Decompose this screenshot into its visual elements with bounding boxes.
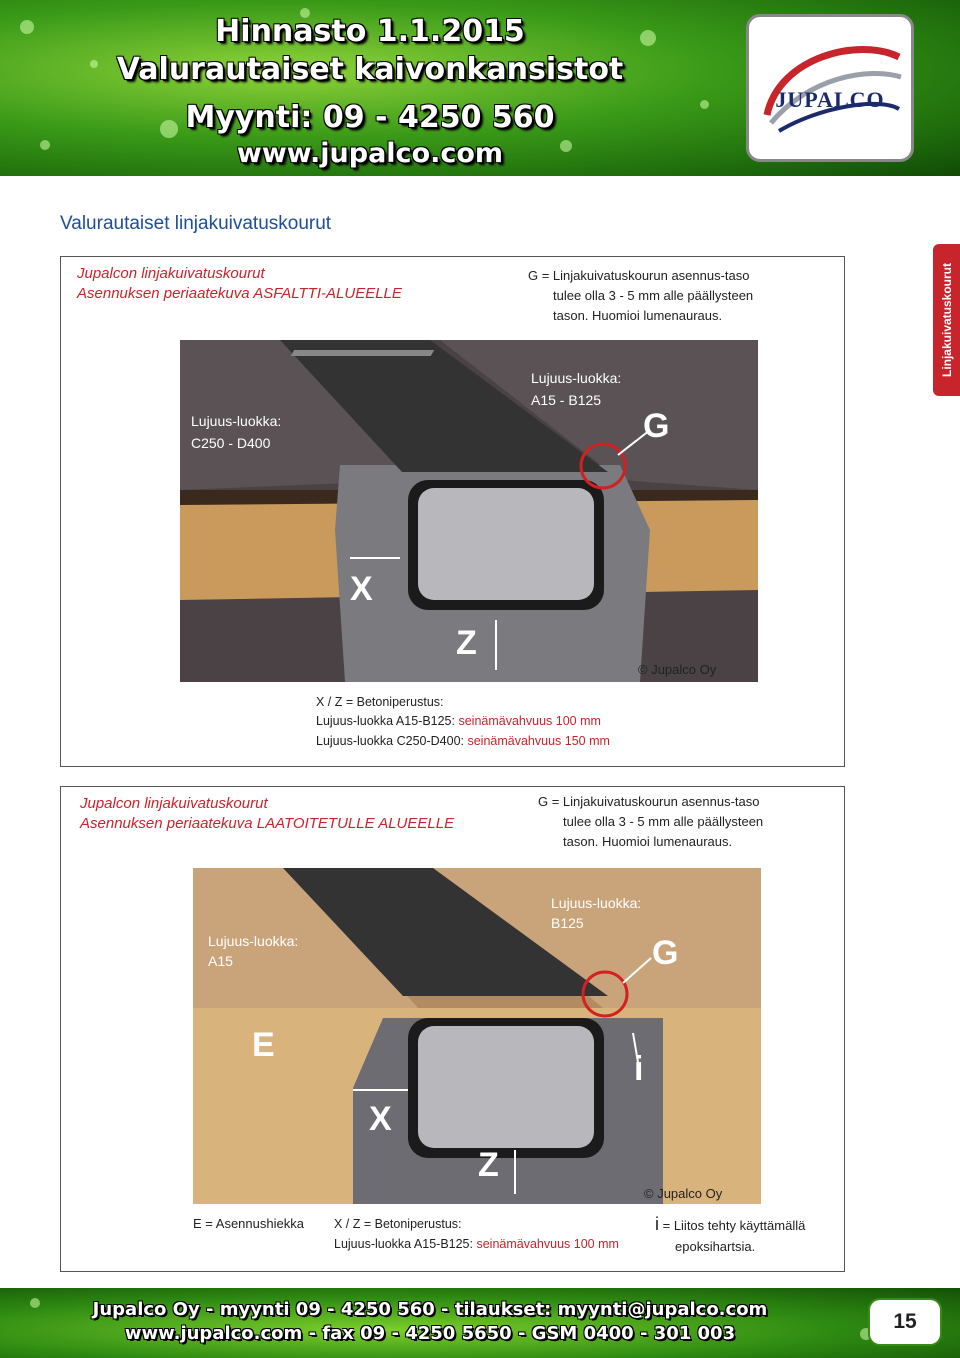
panel2-label-right-1: Lujuus-luokka: [551, 895, 642, 911]
jupalco-logo [746, 14, 914, 162]
panel2-i-note-1: i = Liitos tehty käyttämällä [655, 1214, 806, 1234]
footer-contact-line-2: www.jupalco.com - fax 09 - 4250 5650 - GSM 0400 - 301 003 [124, 1323, 736, 1344]
panel1-label-right-1: Lujuus-luokka: [531, 370, 622, 386]
panel2-spec-a: Lujuus-luokka A15-B125: seinämävahvuus 100 mm [334, 1237, 619, 1251]
panel2-e-note: E = Asennushiekka [193, 1216, 304, 1231]
panel1-spec-a: Lujuus-luokka A15-B125: seinämävahvuus 100 mm [316, 714, 601, 728]
panel1-g-note-1: G = Linjakuivatuskourun asennus-taso [528, 268, 750, 283]
panel1-label-right-2: A15 - B125 [531, 392, 602, 408]
footer-contact-line-1: Jupalco Oy - myynti 09 - 4250 560 - tilaukset: myynti@jupalco.com [92, 1299, 768, 1320]
product-category-title: Valurautaiset kaivonkansistot [116, 52, 624, 87]
page-number: 15 [870, 1300, 940, 1344]
section-title: Valurautaiset linjakuivatuskourut [60, 213, 332, 234]
panel1-letter-g: G [643, 407, 670, 445]
sales-phone: Myynti: 09 - 4250 560 [185, 100, 555, 135]
panel2-letter-e: E [252, 1026, 275, 1064]
panel1-spec-title: X / Z = Betoniperustus: [316, 695, 444, 709]
logo-text: JUPALCO [775, 87, 885, 112]
panel2-letter-g: G [652, 934, 679, 972]
panel1-label-left-1: Lujuus-luokka: [191, 413, 282, 429]
website-url: www.jupalco.com [236, 138, 504, 169]
panel2-label-left-1: Lujuus-luokka: [208, 933, 299, 949]
panel2-label-left-2: A15 [208, 953, 233, 969]
page-footer [0, 1288, 960, 1358]
panel2-spec-title: X / Z = Betoniperustus: [334, 1217, 462, 1231]
panel1-subtitle: Asennuksen periaatekuva ASFALTTI-ALUEELLE [77, 285, 402, 302]
panel1-label-left-2: C250 - D400 [191, 435, 271, 451]
panel1-title: Jupalcon linjakuivatuskourut [77, 265, 265, 282]
panel2-label-right-2: B125 [551, 915, 584, 931]
panel1-letter-z: Z [456, 624, 477, 662]
tiled-cross-section-illustration [193, 868, 761, 1204]
panel2-letter-x: X [369, 1100, 392, 1138]
panel2-g-note-2: tulee olla 3 - 5 mm alle päällysteen [563, 814, 764, 829]
panel1-copyright: © Jupalco Oy [638, 662, 717, 677]
panel2-g-note-1: G = Linjakuivatuskourun asennus-taso [538, 794, 760, 809]
panel1-spec-b: Lujuus-luokka C250-D400: seinämävahvuus 150 mm [316, 734, 610, 748]
side-tab [933, 244, 960, 396]
panel1-letter-x: X [350, 570, 373, 608]
panel2-g-note-3: tason. Huomioi lumenauraus. [563, 834, 733, 849]
panel2-subtitle: Asennuksen periaatekuva LAATOITETULLE ALUEELLE [80, 815, 455, 832]
panel1-g-note-3: tason. Huomioi lumenauraus. [553, 308, 723, 323]
panel2-letter-i: i [634, 1050, 644, 1088]
panel2-letter-z: Z [478, 1146, 499, 1184]
panel1-g-note-2: tulee olla 3 - 5 mm alle päällysteen [553, 288, 754, 303]
panel2-copyright: © Jupalco Oy [644, 1186, 723, 1201]
price-list-title: Hinnasto 1.1.2015 [215, 14, 525, 49]
panel2-title: Jupalcon linjakuivatuskourut [80, 795, 268, 812]
side-tab-label: Linjakuivatuskourut [939, 262, 954, 378]
panel2-i-note-2: epoksihartsia. [675, 1239, 756, 1254]
